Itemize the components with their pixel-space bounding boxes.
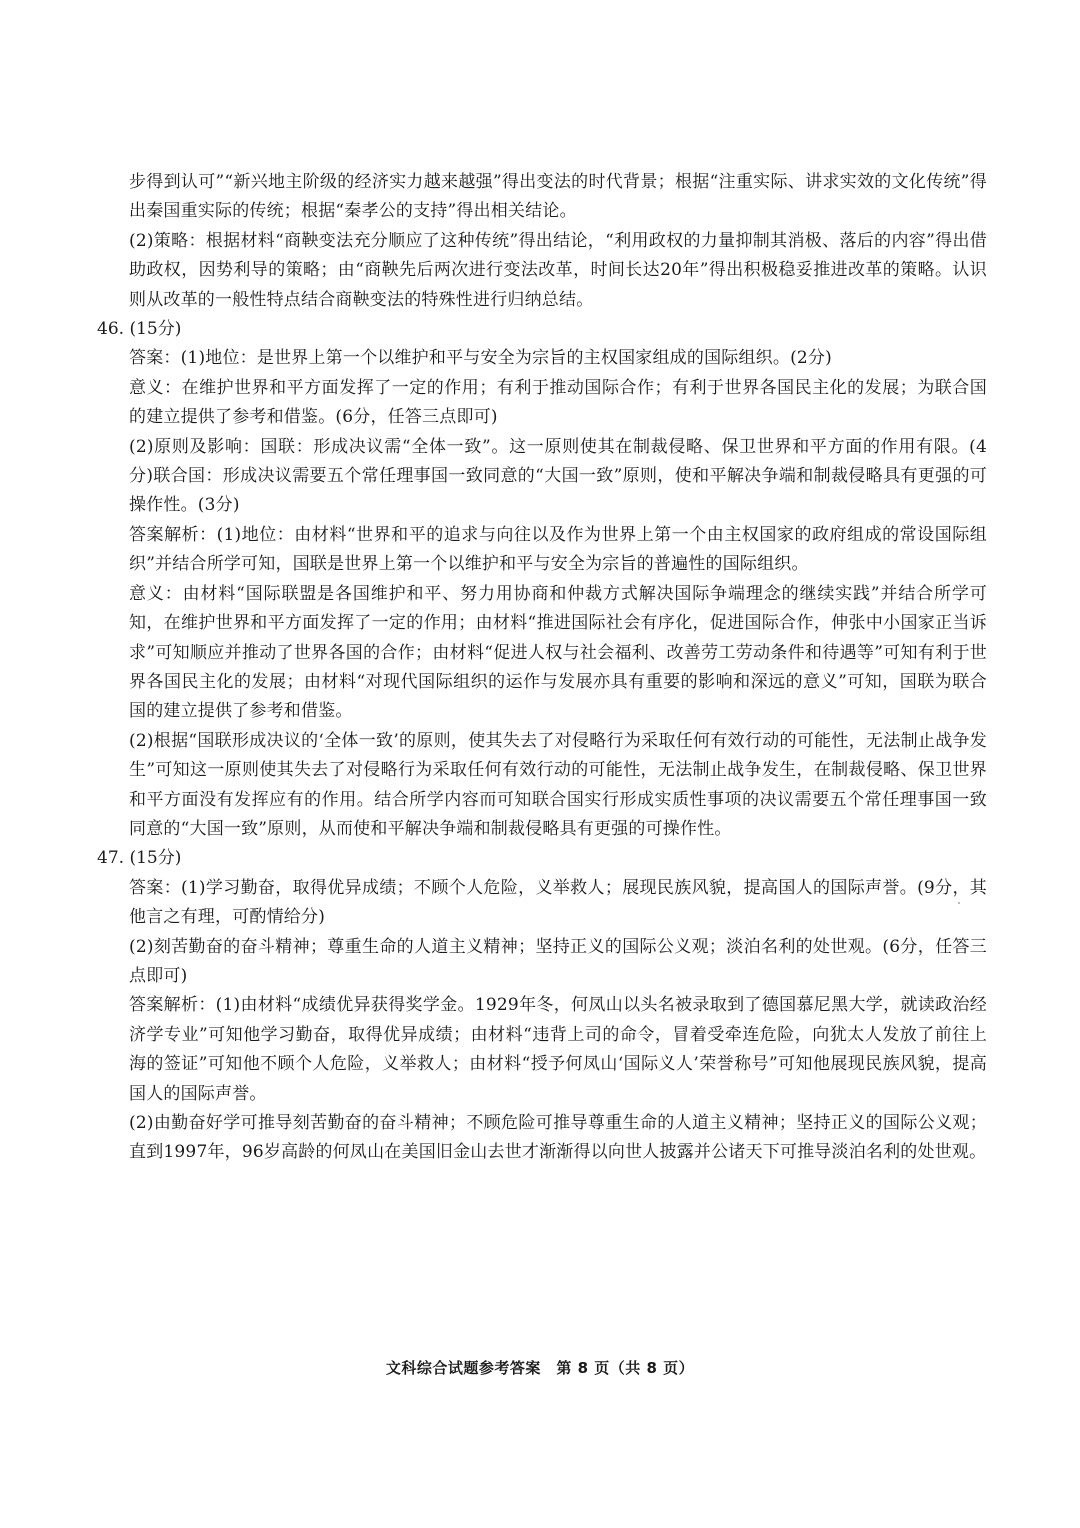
page-footer: 文科综合试题参考答案 第 8 页（共 8 页）	[385, 1359, 695, 1377]
question-47-analysis-2: (2)由勤奋好学可推导刻苦勤奋的奋斗精神；不顾危险可推导尊重生命的人道主义精神；坚持正义的国际公义观；直到1997年，96岁高龄的何凤山在美国旧金山去世才渐渐得以向世人披露并公诸天下可推导淡泊名利的处世观。	[129, 1113, 987, 1163]
question-46-meaning: 意义：在维护世界和平方面发挥了一定的作用；有利于推动国际合作；有利于世界各国民主化的发展；为联合国的建立提供了参考和借鉴。(6分，任答三点即可)	[129, 377, 987, 428]
question-47-answer-1: 答案：(1)学习勤奋，取得优异成绩；不顾个人危险，义举救人；展现民族风貌，提高国人的国际声誉。(9分，其他言之有理，可酌情给分)	[129, 877, 987, 928]
question-46-answer-1: 答案：(1)地位：是世界上第一个以维护和平与安全为宗旨的主权国家组成的国际组织。(2分)	[129, 348, 832, 369]
scan-speck	[958, 902, 960, 904]
question-46-analysis-2: (2)根据“国联形成决议的‘全体一致’的原则，使其失去了对侵略行为采取任何有效行动的可能性，无法制止战争发生”可知这一原则使其失去了对侵略行为采取任何有效行动的可能性，无法制止战争发生，在制裁侵略、保卫世界和平方面没有发挥应有的作用。结合所学内容而可知联合国实行形成实质性事项的决议需要五个常任理事国一致同意的“大国一致”原则，从而使和平解决争端和制裁侵略具有更强的可操作性。	[129, 730, 987, 839]
question-47-analysis-1: 答案解析：(1)由材料“成绩优异获得奖学金。1929年冬，何凤山以头名被录取到了德国慕尼黑大学，就读政治经济学专业”可知他学习勤奋，取得优异成绩；由材料“违背上司的命令，冒着受牵连危险，向犹太人发放了前往上海的签证”可知他不顾个人危险，义举救人；由材料“授予何凤山‘国际义人’荣誉称号”可知他展现民族风貌，提高国人的国际声誉。	[129, 995, 987, 1104]
question-47-number: 47. (15分)	[97, 848, 182, 869]
question-46-number: 46. (15分)	[97, 319, 182, 340]
answer-content	[97, 168, 987, 1168]
question-46-analysis-meaning: 意义：由材料“国际联盟是各国维护和平、努力用协商和仲裁方式解决国际争端理念的继续实践”并结合所学可知，在维护世界和平方面发挥了一定的作用；由材料“推进国际社会有序化，促进国际合作，伸张中小国家正当诉求”可知顺应并推动了世界各国的合作；由材料“促进人权与社会福利、改善劳工劳动条件和待遇等”可知有利于世界各国民主化的发展；由材料“对现代国际组织的运作与发展亦具有重要的影响和深远的意义”可知，国联为联合国的建立提供了参考和借鉴。	[129, 583, 987, 722]
section-45-continuation: 步得到认可”“新兴地主阶级的经济实力越来越强”得出变法的时代背景；根据“注重实际、讲求实效的文化传统”得出秦国重实际的传统；根据“秦孝公的支持”得出相关结论。	[129, 172, 987, 222]
question-46-analysis-1: 答案解析：(1)地位：由材料“世界和平的追求与向往以及作为世界上第一个由主权国家的政府组成的常设国际组织”并结合所学可知，国联是世界上第一个以维护和平与安全为宗旨的普遍性的国际组织。	[129, 524, 987, 575]
question-47-answer-2: (2)刻苦勤奋的奋斗精神；尊重生命的人道主义精神；坚持正义的国际公义观；淡泊名利的处世观。(6分，任答三点即可)	[129, 936, 987, 986]
question-46-answer-2: (2)原则及影响：国联：形成决议需“全体一致”。这一原则使其在制裁侵略、保卫世界和平方面的作用有限。(4分)联合国：形成决议需要五个常任理事国一致同意的“大国一致”原则，使和平解决争端和制裁侵略具有更强的可操作性。(3分)	[129, 436, 987, 516]
section-45-strategy: (2)策略：根据材料“商鞅变法充分顺应了这种传统”得出结论，“利用政权的力量抑制其消极、落后的内容”得出借助政权，因势利导的策略；由“商鞅先后两次进行变法改革，时间长达20年”得出积极稳妥推进改革的策略。认识则从改革的一般性特点结合商鞅变法的特殊性进行归纳总结。	[129, 230, 987, 310]
